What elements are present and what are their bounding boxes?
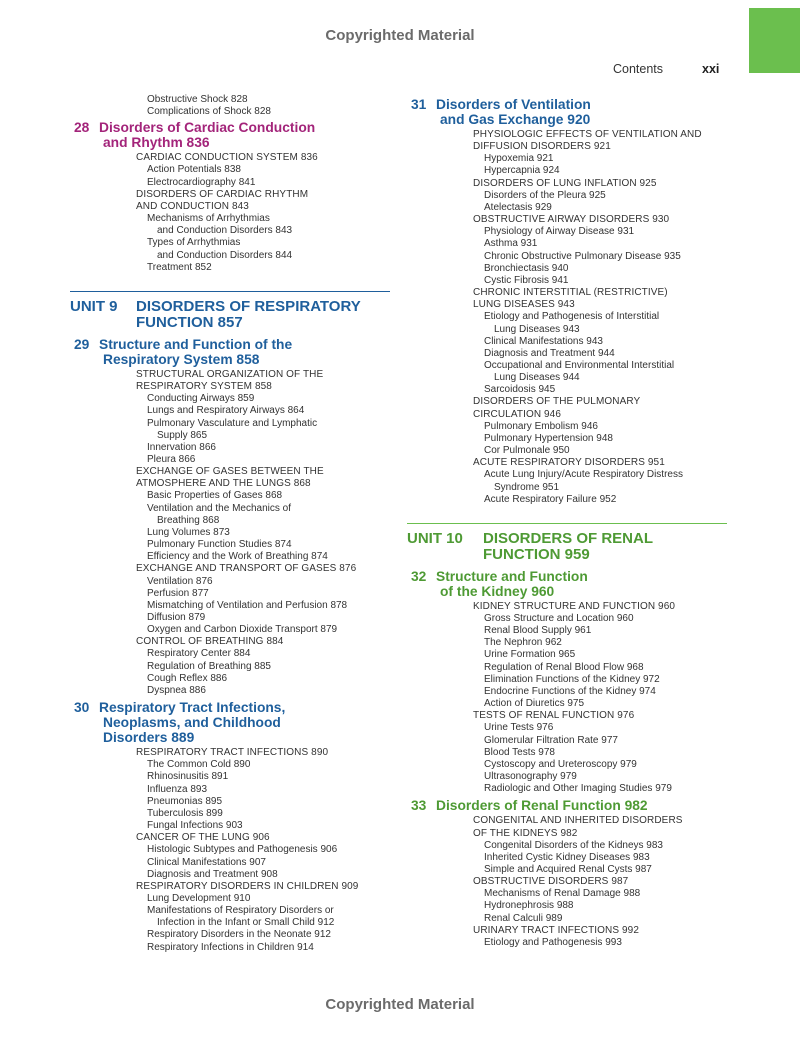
chapter-title-continued: Neoplasms, and Childhood [103, 715, 281, 731]
subsection-entry: Electrocardiography 841 [147, 176, 256, 188]
watermark-top: Copyrighted Material [325, 27, 475, 44]
subsection-entry: Respiratory Infections in Children 914 [147, 941, 314, 953]
subsection-entry: Mismatching of Ventilation and Perfusion 878 [147, 599, 348, 611]
subsection-entry: Types of Arrhythmias [147, 237, 241, 249]
section-entry: PHYSIOLOGIC EFFECTS OF VENTILATION AND [473, 129, 702, 140]
section-entry: RESPIRATORY DISORDERS IN CHILDREN 909 [136, 880, 359, 892]
subsection-entry: Lung Diseases 944 [494, 372, 580, 384]
chapter-heading-line [70, 700, 390, 715]
section-entry: EXCHANGE OF GASES BETWEEN THE [136, 466, 324, 478]
page-number: xxi [702, 62, 720, 76]
unit-heading [407, 523, 727, 563]
section-entry: TESTS OF RENAL FUNCTION 976 [473, 710, 635, 722]
chapter-number: 33 [411, 798, 427, 814]
chapter-heading [407, 798, 727, 813]
subsection-entry: and Conduction Disorders 843 [157, 225, 293, 237]
subsection-entry: Fungal Infections 903 [147, 820, 243, 832]
subsection-entry: Hypercapnia 924 [484, 165, 560, 177]
subsection-entry: Renal Calculi 989 [484, 912, 563, 924]
subsection-entry: Physiology of Airway Disease 931 [484, 226, 635, 238]
chapter-title-continued: Respiratory System 858 [103, 351, 260, 367]
subsection-entry: Conducting Airways 859 [147, 393, 255, 405]
chapter-heading-line [407, 97, 727, 112]
section-entry: CIRCULATION 946 [473, 408, 562, 420]
section-entry: RESPIRATORY TRACT INFECTIONS 890 [136, 747, 329, 759]
subsection-entry: Diagnosis and Treatment 944 [484, 347, 615, 359]
chapter-title: Disorders of Renal Function 982 [436, 798, 648, 814]
subsection-entry: Cystic Fibrosis 941 [484, 274, 569, 286]
subsection-entry: Renal Blood Supply 961 [484, 625, 592, 637]
subsection-entry: Clinical Manifestations 907 [147, 856, 266, 868]
subsection-entry: Simple and Acquired Renal Cysts 987 [484, 863, 652, 875]
toc-right-column [407, 94, 727, 949]
chapter-heading [407, 97, 727, 127]
subsection-entry: Disorders of the Pleura 925 [484, 189, 606, 201]
subsection-entry: Chronic Obstructive Pulmonary Disease 935 [484, 250, 681, 262]
subsection-entry: Mechanisms of Renal Damage 988 [484, 888, 641, 900]
toc-left-column [70, 94, 390, 954]
subsection-entry: Ventilation and the Mechanics of [147, 502, 291, 514]
subsection-entry: Pneumonias 895 [147, 795, 223, 807]
subsection-entry: Etiology and Pathogenesis 993 [484, 936, 622, 948]
subsection-entry: Acute Lung Injury/Acute Respiratory Distress [484, 469, 683, 481]
subsection-entry: Rhinosinusitis 891 [147, 771, 229, 783]
chapter-heading [70, 700, 390, 745]
chapter-title: Respiratory Tract Infections, [99, 700, 286, 716]
unit-number: UNIT 9 [70, 297, 118, 315]
chapter-heading-line [407, 798, 727, 813]
chapter-number: 29 [74, 336, 90, 352]
chapter-heading [70, 120, 390, 150]
subsection-entry: Atelectasis 929 [484, 201, 552, 213]
subsection-entry: Gross Structure and Location 960 [484, 613, 634, 624]
subsection-entry: Treatment 852 [147, 261, 212, 273]
subsection-entry: Etiology and Pathogenesis of Interstitial [484, 311, 660, 323]
subsection-entry: Pleura 866 [147, 453, 196, 465]
unit-title-continued: FUNCTION 857 [136, 313, 243, 331]
subsection-entry: Perfusion 877 [147, 587, 209, 599]
subsection-entry: Urine Formation 965 [484, 649, 576, 661]
section-entry: CHRONIC INTERSTITIAL (RESTRICTIVE) [473, 287, 668, 299]
unit-title: DISORDERS OF RESPIRATORY [136, 297, 361, 315]
subsection-entry: Respiratory Center 884 [147, 648, 251, 660]
section-entry: OBSTRUCTIVE AIRWAY DISORDERS 930 [473, 214, 670, 226]
section-entry: CONGENITAL AND INHERITED DISORDERS [473, 815, 683, 827]
subsection-entry: Obstructive Shock 828 [147, 94, 248, 105]
subsection-entry: Cough Reflex 886 [147, 672, 228, 684]
subsection-entry: Hydronephrosis 988 [484, 900, 574, 912]
section-entry: STRUCTURAL ORGANIZATION OF THE [136, 368, 324, 380]
chapter-number: 31 [411, 97, 427, 112]
subsection-entry: Regulation of Renal Blood Flow 968 [484, 661, 644, 673]
subsection-entry: Pulmonary Function Studies 874 [147, 539, 292, 551]
chapter-title-continued: and Rhythm 836 [103, 135, 210, 151]
subsection-entry: Supply 865 [157, 429, 208, 441]
subsection-entry: Elimination Functions of the Kidney 972 [484, 673, 660, 685]
subsection-entry: Blood Tests 978 [484, 746, 555, 758]
subsection-entry: Congenital Disorders of the Kidneys 983 [484, 839, 663, 851]
section-entry: CANCER OF THE LUNG 906 [136, 832, 270, 844]
subsection-entry: Breathing 868 [157, 514, 220, 526]
section-entry: ATMOSPHERE AND THE LUNGS 868 [136, 478, 311, 490]
subsection-entry: Acute Respiratory Failure 952 [484, 493, 617, 505]
chapter-heading [407, 569, 727, 599]
chapter-heading-line [70, 337, 390, 352]
section-entry: DISORDERS OF LUNG INFLATION 925 [473, 177, 657, 189]
subsection-entry: Glomerular Filtration Rate 977 [484, 734, 618, 746]
subsection-entry: Diffusion 879 [147, 612, 206, 623]
unit-heading-line [407, 531, 727, 547]
subsection-entry: Action Potentials 838 [147, 164, 241, 176]
section-entry: CARDIAC CONDUCTION SYSTEM 836 [136, 152, 318, 164]
subsection-entry: Pulmonary Vasculature and Lymphatic [147, 417, 318, 429]
unit-title: DISORDERS OF RENAL [483, 529, 654, 547]
chapter-heading-line [407, 569, 727, 584]
section-entry: DISORDERS OF CARDIAC RHYTHM [136, 188, 309, 200]
subsection-entry: The Nephron 962 [484, 637, 562, 649]
section-entry: ACUTE RESPIRATORY DISORDERS 951 [473, 457, 665, 469]
subsection-entry: Pulmonary Embolism 946 [484, 420, 598, 432]
subsection-entry: Lungs and Respiratory Airways 864 [147, 405, 305, 417]
subsection-entry: Cor Pulmonale 950 [484, 445, 570, 457]
chapter-title: Structure and Function [436, 568, 588, 584]
subsection-entry: The Common Cold 890 [147, 759, 251, 771]
section-entry: LUNG DISEASES 943 [473, 299, 575, 311]
unit-title-continued: FUNCTION 959 [483, 545, 590, 563]
subsection-entry: Efficiency and the Work of Breathing 874 [147, 551, 328, 563]
subsection-entry: Endocrine Functions of the Kidney 974 [484, 685, 656, 697]
subsection-entry: Sarcoidosis 945 [484, 384, 556, 396]
subsection-entry: Histologic Subtypes and Pathogenesis 906 [147, 844, 338, 856]
subsection-entry: Asthma 931 [484, 238, 538, 250]
chapter-heading-line [70, 120, 390, 135]
subsection-entry: Lung Volumes 873 [147, 526, 230, 538]
chapter-title-continued: of the Kidney 960 [440, 583, 555, 599]
subsection-entry: Regulation of Breathing 885 [147, 660, 271, 672]
subsection-entry: Infection in the Infant or Small Child 912 [157, 917, 335, 929]
section-entry: DIFFUSION DISORDERS 921 [473, 141, 611, 153]
subsection-entry: Manifestations of Respiratory Disorders or [147, 905, 334, 917]
subsection-entry: Respiratory Disorders in the Neonate 912 [147, 929, 331, 941]
section-entry: DISORDERS OF THE PULMONARY [473, 396, 641, 408]
section-entry: AND CONDUCTION 843 [136, 200, 249, 212]
subsection-entry: Complications of Shock 828 [147, 106, 271, 118]
section-entry: RESPIRATORY SYSTEM 858 [136, 381, 272, 393]
subsection-entry: Ventilation 876 [147, 575, 213, 587]
subsection-entry: Influenza 893 [147, 783, 208, 795]
subsection-entry: Syndrome 951 [494, 481, 560, 493]
section-entry: OF THE KIDNEYS 982 [473, 827, 578, 839]
subsection-entry: Cystoscopy and Ureteroscopy 979 [484, 758, 637, 770]
chapter-number: 32 [411, 568, 427, 584]
chapter-title: Disorders of Cardiac Conduction [99, 120, 316, 136]
chapter-number: 28 [74, 120, 90, 136]
running-head: Contents [613, 62, 664, 76]
chapter-title-continued: and Gas Exchange 920 [440, 112, 591, 127]
unit-heading-line [70, 299, 390, 315]
subsection-entry: and Conduction Disorders 844 [157, 249, 293, 261]
section-tab [749, 8, 800, 73]
chapter-title: Disorders of Ventilation [436, 97, 591, 112]
subsection-entry: Occupational and Environmental Interstitial [484, 359, 675, 371]
subsection-entry: Bronchiectasis 940 [484, 262, 569, 274]
subsection-entry: Oxygen and Carbon Dioxide Transport 879 [147, 624, 338, 636]
subsection-entry: Lung Development 910 [147, 892, 251, 904]
chapter-number: 30 [74, 700, 90, 716]
subsection-entry: Lung Diseases 943 [494, 323, 580, 335]
unit-heading [70, 291, 390, 331]
subsection-entry: Mechanisms of Arrhythmias [147, 213, 270, 225]
subsection-entry: Inherited Cystic Kidney Diseases 983 [484, 851, 650, 863]
subsection-entry: Hypoxemia 921 [484, 153, 554, 165]
chapter-title-continued: Disorders 889 [103, 730, 195, 746]
watermark-bottom: Copyrighted Material [325, 996, 475, 1013]
section-entry: KIDNEY STRUCTURE AND FUNCTION 960 [473, 600, 676, 612]
subsection-entry: Innervation 866 [147, 441, 216, 453]
subsection-entry: Tuberculosis 899 [147, 807, 223, 819]
subsection-entry: Urine Tests 976 [484, 722, 554, 734]
subsection-entry: Radiologic and Other Imaging Studies 979 [484, 783, 672, 795]
subsection-entry: Ultrasonography 979 [484, 771, 577, 783]
subsection-entry: Pulmonary Hypertension 948 [484, 432, 613, 444]
section-entry: CONTROL OF BREATHING 884 [136, 636, 284, 648]
section-entry: EXCHANGE AND TRANSPORT OF GASES 876 [136, 563, 357, 575]
subsection-entry: Diagnosis and Treatment 908 [147, 868, 278, 880]
chapter-title: Structure and Function of the [99, 336, 293, 352]
subsection-entry: Basic Properties of Gases 868 [147, 490, 283, 502]
chapter-heading [70, 337, 390, 367]
section-entry: OBSTRUCTIVE DISORDERS 987 [473, 876, 629, 888]
subsection-entry: Clinical Manifestations 943 [484, 335, 603, 347]
subsection-entry: Dyspnea 886 [147, 684, 206, 696]
section-entry: URINARY TRACT INFECTIONS 992 [473, 924, 639, 936]
unit-number: UNIT 10 [407, 529, 463, 547]
subsection-entry: Action of Diuretics 975 [484, 698, 585, 710]
